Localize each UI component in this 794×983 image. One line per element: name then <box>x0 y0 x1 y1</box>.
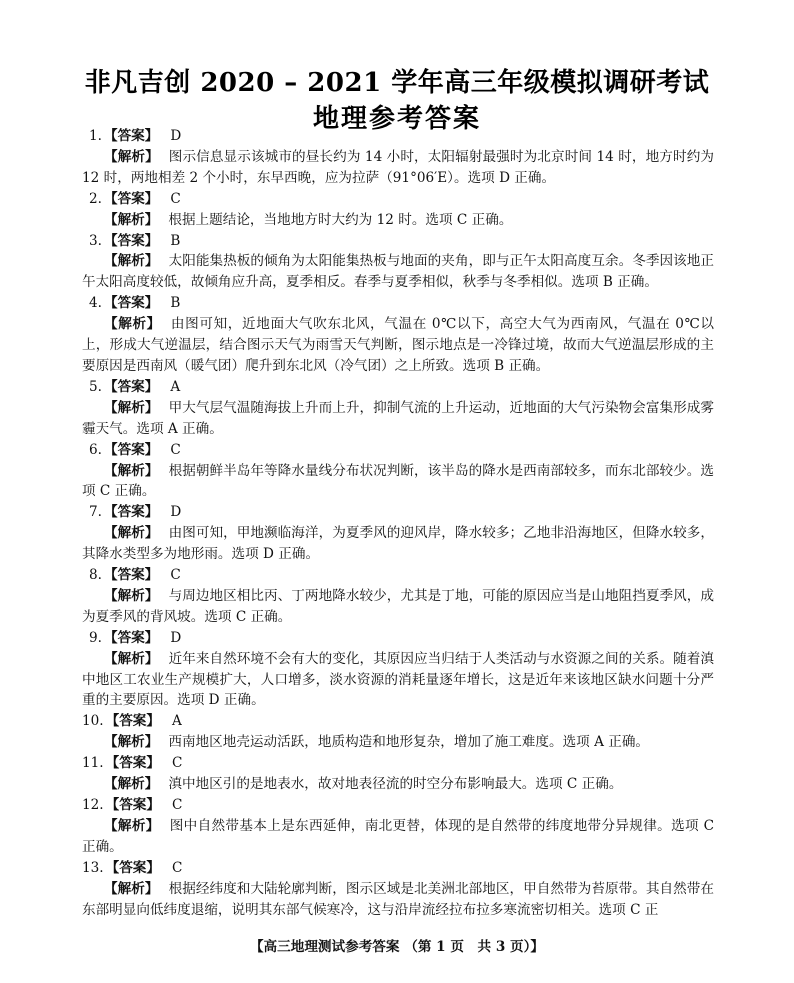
answer-label: 【答案】 <box>104 232 159 249</box>
answer-value: A <box>170 378 181 395</box>
explanation <box>82 251 714 293</box>
answer-line <box>82 231 714 252</box>
explanation-label: 【解析】 <box>104 525 159 542</box>
answer-value: D <box>170 629 182 646</box>
answer-value: B <box>170 295 181 312</box>
answer-value: C <box>170 190 181 207</box>
question-number: 8. <box>89 567 102 584</box>
page-subtitle: 地理参考答案 <box>312 104 481 134</box>
question-number: 6. <box>89 441 102 458</box>
answer-label: 【答案】 <box>104 295 159 312</box>
question-number: 5. <box>89 378 102 395</box>
explanation-text: 由图可知，甲地濒临海洋，为夏季风的迎风岸，降水较多；乙地非沿海地区，但降水较多，其降水类型多为地形雨。选项 D 正确。 <box>82 525 715 563</box>
answer-label: 【答案】 <box>104 128 159 144</box>
question-number: 4. <box>89 295 102 312</box>
explanation <box>82 774 714 795</box>
explanation-text: 图中自然带基本上是东西延伸，南北更替，体现的是自然带的纬度地带分异规律。选项 C 正确。 <box>82 817 714 855</box>
explanation-text: 近年来自然环境不会有大的变化，其原因应当归结于人类活动与水资源之间的关系。随着滇中地区工农业生产规模扩大，人口增多，淡水资源的消耗量逐年增长，这是近年来该地区缺水问题十分严重的主要原因。选项 D 正确。 <box>82 650 715 709</box>
explanation-text: 与周边地区相比丙、丁两地降水较少，尤其是丁地，可能的原因应当是山地阻挡夏季风，成为夏季风的背风坡。选项 C 正确。 <box>82 587 715 625</box>
explanation-label: 【解析】 <box>104 650 159 667</box>
answer-value: C <box>172 859 183 876</box>
explanation-text: 根据上题结论，当地地方时大约为 12 时。选项 C 正确。 <box>168 211 513 228</box>
question-number: 12. <box>82 797 104 813</box>
explanation-label: 【解析】 <box>104 148 159 165</box>
explanation <box>82 879 714 921</box>
explanation-label: 【解析】 <box>104 776 159 793</box>
answer-label: 【答案】 <box>105 713 160 730</box>
answer-value: C <box>172 755 183 772</box>
explanation <box>82 314 714 377</box>
explanation <box>82 210 714 231</box>
explanation-label: 【解析】 <box>104 817 160 834</box>
explanation <box>82 398 714 440</box>
question-number: 1. <box>89 128 102 144</box>
page-footer: 【高三地理测试参考答案 （第 1 页 共 3 页）】 <box>249 939 545 955</box>
answer-value: D <box>170 128 182 144</box>
answer-line <box>82 377 714 398</box>
question-number: 3. <box>89 232 102 249</box>
answer-line <box>82 711 714 732</box>
answer-label: 【答案】 <box>105 755 160 772</box>
page-title: 非凡吉创 2020 – 2021 学年高三年级模拟调研考试 <box>84 68 710 98</box>
explanation-label: 【解析】 <box>104 211 159 228</box>
explanation-text: 根据朝鲜半岛年等降水量线分布状况判断，该半岛的降水是西南部较多，而东北部较少。选项 C 正确。 <box>82 462 715 500</box>
explanation-text: 图示信息显示该城市的昼长约为 14 小时，太阳辐射最强时为北京时间 14 时，地方时约为 12 时，两地相差 2 个小时，东早西晚，应为拉萨（91°06′E）。选项 D 正确。 <box>82 148 714 186</box>
answer-line <box>82 753 714 774</box>
explanation-label: 【解析】 <box>104 880 159 897</box>
answer-label: 【答案】 <box>104 567 159 584</box>
answer-line <box>82 795 714 816</box>
explanation-label: 【解析】 <box>104 399 159 416</box>
explanation-label: 【解析】 <box>104 462 159 479</box>
question-number: 2. <box>89 190 102 207</box>
explanation <box>82 649 714 712</box>
explanation-text: 根据经纬度和大陆轮廓判断，图示区域是北美洲北部地区，甲自然带为苔原带。其自然带在东部明显向低纬度退缩，说明其东部气候寒冷，这与沿岸流经拉布拉多寒流密切相关。选项 C 正 <box>82 880 715 918</box>
answer-line <box>82 440 714 461</box>
explanation <box>82 586 714 628</box>
answer-label: 【答案】 <box>105 797 160 813</box>
answer-value: B <box>170 232 181 249</box>
question-number: 13. <box>82 859 104 876</box>
answer-label: 【答案】 <box>104 441 159 458</box>
answer-value: A <box>172 713 182 730</box>
answer-line <box>82 502 714 523</box>
explanation <box>82 147 714 189</box>
explanation-label: 【解析】 <box>104 253 159 270</box>
answer-line <box>82 189 714 210</box>
answer-label: 【答案】 <box>104 190 159 207</box>
answer-line <box>82 293 714 314</box>
explanation-label: 【解析】 <box>104 734 159 751</box>
explanation-text: 甲大气层气温随海拔上升而上升，抑制气流的上升运动，近地面的大气污染物会富集形成雾霾天气。选项 A 正确。 <box>82 399 715 437</box>
explanation <box>82 816 714 858</box>
answer-line <box>82 628 714 649</box>
question-number: 11. <box>82 755 104 772</box>
answer-line <box>82 126 714 147</box>
explanation-label: 【解析】 <box>104 587 159 604</box>
answer-value: D <box>170 504 182 521</box>
answer-value: C <box>170 567 181 584</box>
explanation-text: 滇中地区引的是地表水，故对地表径流的时空分布影响最大。选项 C 正确。 <box>168 776 623 793</box>
question-number: 7. <box>89 504 102 521</box>
answer-value: C <box>172 797 183 813</box>
question-number: 9. <box>89 629 102 646</box>
explanation <box>82 732 714 753</box>
explanation-text: 西南地区地壳运动活跃，地质构造和地形复杂，增加了施工难度。选项 A 正确。 <box>168 734 650 751</box>
answer-line <box>82 565 714 586</box>
answer-label: 【答案】 <box>104 629 159 646</box>
explanation <box>82 461 714 503</box>
answer-value: C <box>170 441 181 458</box>
explanation-text: 由图可知，近地面大气吹东北风，气温在 0℃以下，高空大气为西南风，气温在 0℃以上，形成大气逆温层，结合图示天气为雨雪天气判断，图示地点是一冷锋过境，故而大气逆温层形成的主要原因是西南风（暖气团）爬升到东北风（冷气团）之上所致。选项 B 正确。 <box>82 316 715 374</box>
explanation <box>82 523 714 565</box>
answer-label: 【答案】 <box>104 504 159 521</box>
question-number: 10. <box>82 713 104 730</box>
answer-label: 【答案】 <box>105 859 160 876</box>
answer-list <box>82 126 714 920</box>
explanation-text: 太阳能集热板的倾角为太阳能集热板与地面的夹角，即与正午太阳高度互余。冬季因该地正午太阳高度较低，故倾角应升高，夏季相反。春季与夏季相似，秋季与冬季相似。选项 B 正确。 <box>82 253 715 291</box>
answer-label: 【答案】 <box>104 378 159 395</box>
explanation-label: 【解析】 <box>104 316 161 333</box>
answer-line <box>82 858 714 879</box>
